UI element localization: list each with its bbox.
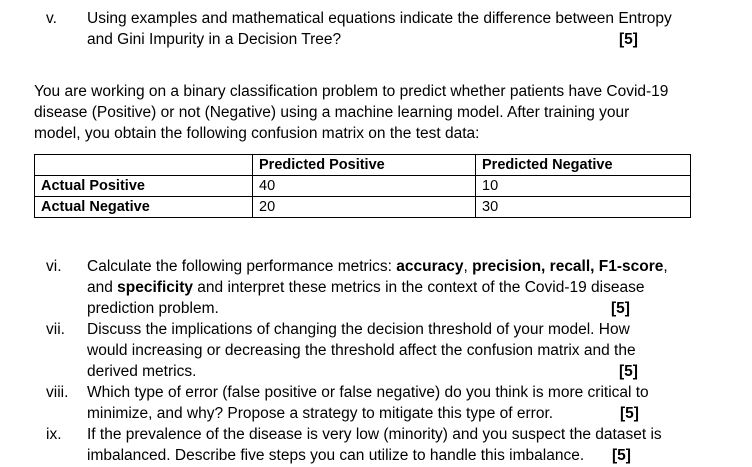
q6-sep-1: ,	[463, 258, 473, 275]
table-header-predicted-positive: Predicted Positive	[253, 155, 476, 176]
question-ix-marks: [5]	[612, 447, 631, 464]
question-number-viii: viii.	[46, 384, 69, 401]
cell-false-negative: 10	[476, 176, 691, 197]
intro-line-3: model, you obtain the following confusion matrix on the test data:	[34, 125, 480, 142]
question-vi-line-1	[87, 256, 687, 277]
question-v-marks: [5]	[619, 31, 638, 48]
intro-line-2: disease (Positive) or not (Negative) using a machine learning model. After training your	[34, 104, 630, 121]
table-row	[35, 176, 691, 197]
intro-line-1: You are working on a binary classification problem to predict whether patients have Covid-19	[34, 83, 669, 100]
question-vi	[87, 256, 687, 319]
question-ix-line-2: imbalanced. Describe five steps you can utilize to handle this imbalance.	[87, 447, 585, 464]
question-vi-line-2	[87, 277, 687, 298]
q6-bold-accuracy: accuracy	[396, 258, 464, 275]
q6-text-c: and interpret these metrics in the context of the Covid-19 disease	[192, 279, 645, 296]
question-viii	[87, 382, 687, 424]
question-viii-line-1: Which type of error (false positive or false negative) do you think is more critical to	[87, 384, 649, 401]
question-viii-marks: [5]	[620, 405, 639, 422]
question-v-line-2: and Gini Impurity in a Decision Tree?	[87, 31, 342, 48]
question-v	[87, 8, 687, 50]
question-number-vii: vii.	[46, 321, 65, 338]
q6-text-b: and	[87, 279, 118, 296]
table-header-cell-empty	[35, 155, 253, 176]
question-vii-line-1: Discuss the implications of changing the decision threshold of your model. How	[87, 321, 630, 338]
q6-bold-metrics: precision, recall, F1-score	[472, 258, 664, 275]
question-vi-marks: [5]	[611, 300, 630, 317]
row-label-actual-negative: Actual Negative	[35, 197, 253, 218]
table-header-row	[35, 155, 691, 176]
cell-false-positive: 20	[253, 197, 476, 218]
table-row	[35, 197, 691, 218]
question-number-vi: vi.	[46, 258, 62, 275]
q6-bold-specificity: specificity	[117, 279, 193, 296]
confusion-matrix-table	[34, 154, 691, 218]
question-vii	[87, 319, 687, 382]
intro-paragraph	[34, 81, 668, 144]
question-viii-line-2: minimize, and why? Propose a strategy to mitigate this type of error.	[87, 405, 554, 422]
question-vi-line-3: prediction problem.	[87, 300, 219, 317]
q6-text-a: Calculate the following performance metrics:	[87, 258, 397, 275]
cell-true-positive: 40	[253, 176, 476, 197]
question-number-v: v.	[46, 10, 57, 27]
question-vii-line-3: derived metrics.	[87, 363, 197, 380]
question-v-line-1: Using examples and mathematical equations indicate the difference between Entropy	[87, 10, 672, 27]
cell-true-negative: 30	[476, 197, 691, 218]
question-vii-marks: [5]	[619, 363, 638, 380]
table-header-predicted-negative: Predicted Negative	[476, 155, 691, 176]
question-ix	[87, 424, 687, 466]
question-vii-line-2: would increasing or decreasing the threshold affect the confusion matrix and the	[87, 342, 636, 359]
q6-sep-2: ,	[663, 258, 668, 275]
row-label-actual-positive: Actual Positive	[35, 176, 253, 197]
question-ix-line-1: If the prevalence of the disease is very low (minority) and you suspect the dataset is	[87, 426, 662, 443]
question-number-ix: ix.	[46, 426, 62, 443]
